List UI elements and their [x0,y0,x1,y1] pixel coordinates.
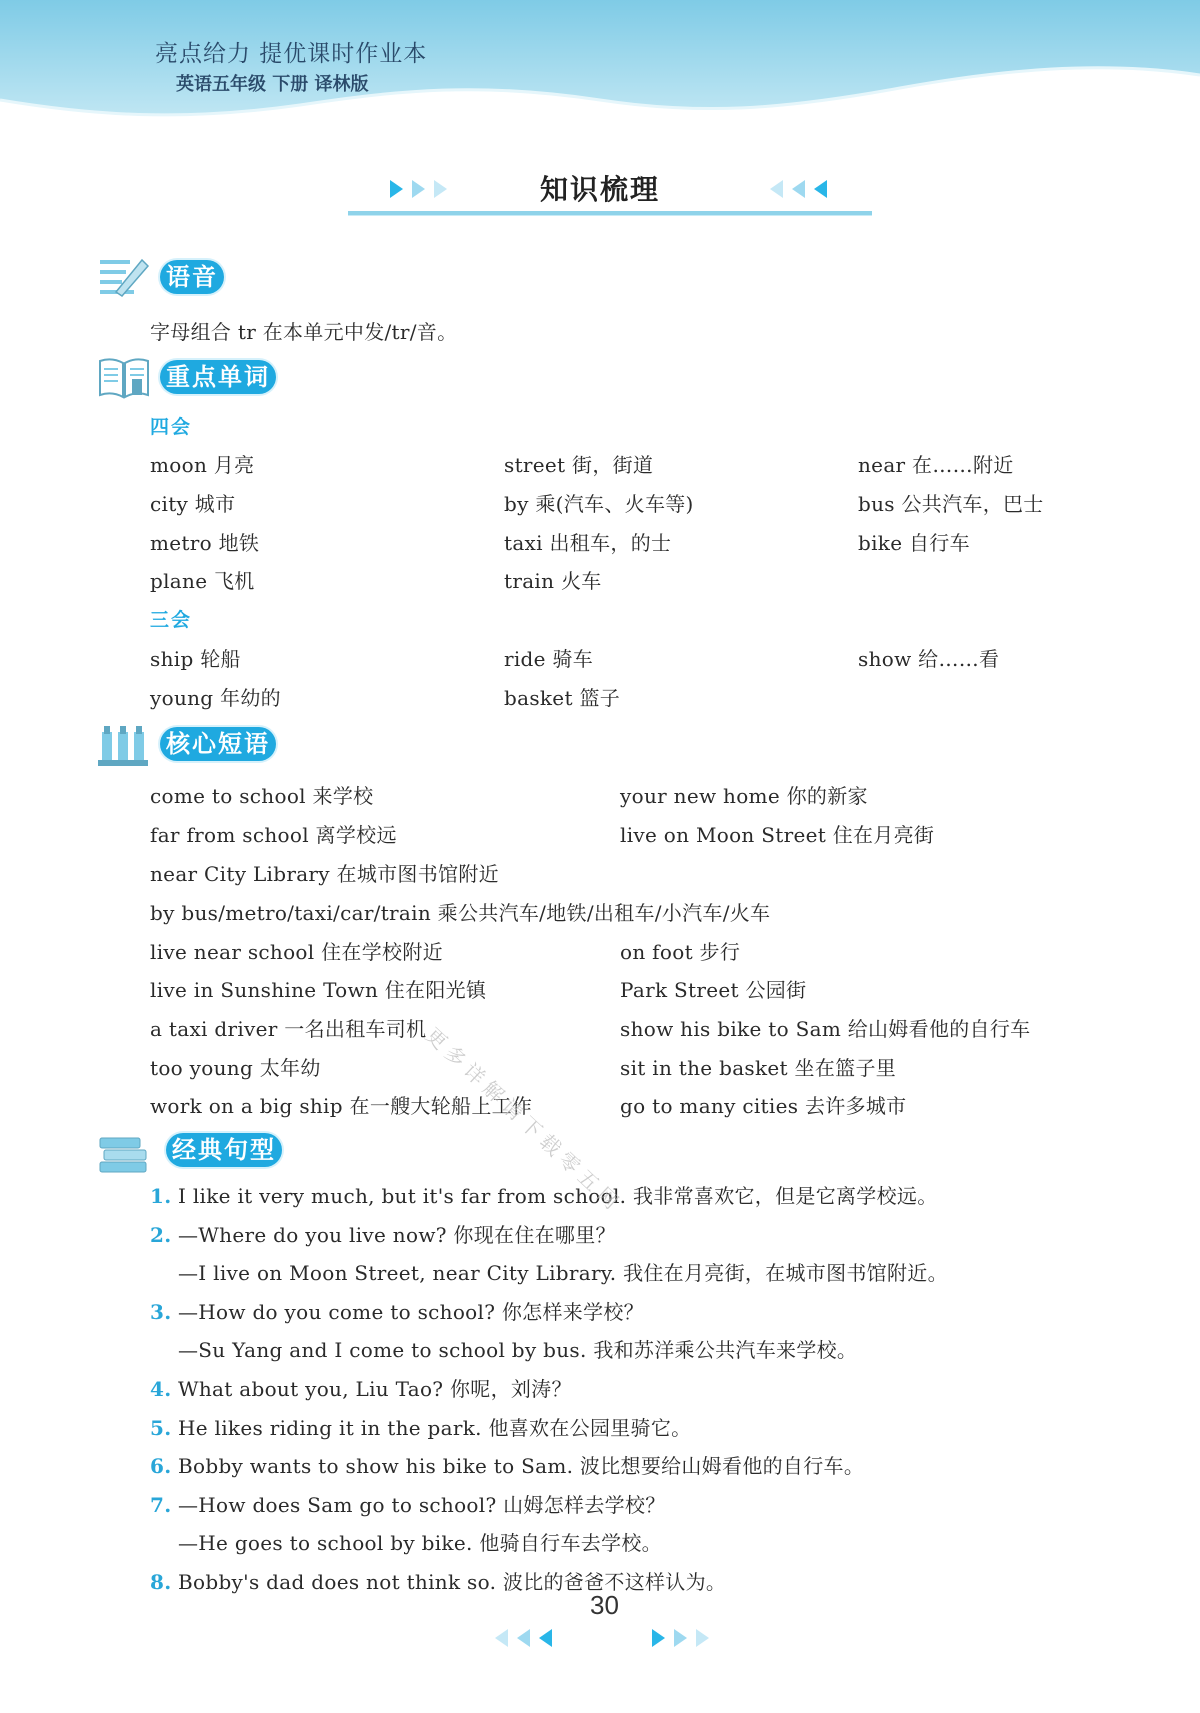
bottles-icon [98,722,150,768]
sentence-number: 5. [150,1415,172,1440]
word-item: metro 地铁 [150,531,260,555]
arrow-left-icon [517,1629,530,1647]
sentence-number: 3. [150,1299,172,1324]
arrow-right-icon [674,1629,687,1647]
sentence-line [150,1489,666,1518]
word-item: train 火车 [504,569,602,593]
word-item: near 在……附近 [858,453,1014,477]
word-item: by 乘(汽车、火车等) [504,492,694,516]
arrow-right-icon [652,1629,665,1647]
arrow-left-icon [792,180,805,198]
phrase-item: live in Sunshine Town 住在阳光镇 [150,978,487,1002]
word-item: moon 月亮 [150,453,255,477]
word-item: taxi 出租车，的士 [504,531,672,555]
word-item: street 街，街道 [504,453,654,477]
sentence-number: 1. [150,1184,172,1208]
word-item: bus 公共汽车，巴士 [858,492,1044,516]
word-item: show 给……看 [858,647,1000,671]
phrase-item: come to school 来学校 [150,784,374,808]
sentence-line [150,1527,662,1556]
sentence-line [150,1566,726,1595]
phrase-item: go to many cities 去许多城市 [620,1094,907,1118]
sentence-number: 8. [150,1570,172,1594]
phrase-item: a taxi driver 一名出租车司机 [150,1017,427,1041]
arrow-right-icon [412,180,425,198]
sentence-text: —Where do you live now? 你现在住在哪里？ [178,1222,616,1247]
sentence-text: Bobby wants to show his bike to Sam. 波比想要给山姆看他的自行车。 [178,1454,865,1479]
phrase-item: your new home 你的新家 [620,784,868,808]
sentence-text: Bobby's dad does not think so. 波比的爸爸不这样认为。 [178,1570,727,1594]
sentence-line [150,1334,857,1363]
book-stack-icon [98,1130,150,1176]
arrow-left-icon [539,1629,552,1647]
three-skill-label: 三会 [150,609,193,631]
phrase-item: by bus/metro/taxi/car/train 乘公共汽车/地铁/出租车/小汽车/火车 [150,901,771,925]
phrase-item: near City Library 在城市图书馆附近 [150,862,499,886]
phrases-heading: 核心短语 [150,725,284,763]
word-item: plane 飞机 [150,569,255,593]
phrase-item: Park Street 公园街 [620,978,807,1002]
arrow-left-icon [495,1629,508,1647]
sentence-line [150,1219,616,1248]
series-title: 亮点给力 提优课时作业本 [155,41,428,67]
phrase-item: on foot 步行 [620,940,741,964]
phrase-item: work on a big ship 在一艘大轮船上工作 [150,1094,533,1118]
phrase-item: live on Moon Street 住在月亮街 [620,823,935,847]
pencil-notes-icon [98,252,150,298]
sentence-number: 6. [150,1454,172,1479]
sentence-number: 7. [150,1492,172,1517]
phrase-item: far from school 离学校远 [150,823,397,847]
arrow-left-icon [814,180,827,198]
word-item: young 年幼的 [150,686,281,710]
sentence-text: —He goes to school by bike. 他骑自行车去学校。 [178,1531,662,1556]
sentence-number: 2. [150,1222,172,1247]
phonics-heading: 语音 [150,258,232,296]
phrase-item: too young 太年幼 [150,1056,321,1080]
sentence-number: 4. [150,1377,172,1401]
sentence-text: What about you, Liu Tao? 你呢，刘涛？ [178,1377,572,1401]
phrase-item: show his bike to Sam 给山姆看他的自行车 [620,1017,1031,1041]
sentence-line [150,1296,644,1325]
phrase-item: sit in the basket 坐在篮子里 [620,1056,897,1080]
sentence-text: He likes riding it in the park. 他喜欢在公园里骑它。 [178,1415,692,1440]
sentence-line [150,1412,691,1441]
arrow-right-icon [390,180,403,198]
word-item: ride 骑车 [504,647,594,671]
word-item: ship 轮船 [150,647,241,671]
sentence-line [150,1257,948,1286]
sentence-text: —How do you come to school? 你怎样来学校？ [178,1299,644,1324]
watermark: 更多详解请下载零五网 [420,1022,628,1218]
book-subtitle: 英语五年级 下册 译林版 [176,74,369,95]
page-number: 30 [590,1590,619,1620]
sentence-text: —I live on Moon Street, near City Library. 我住在月亮街，在城市图书馆附近。 [178,1261,948,1286]
word-item: city 城市 [150,492,236,516]
sentence-line [150,1450,864,1479]
sentence-line [150,1373,572,1402]
arrow-left-icon [770,180,783,198]
arrow-right-icon [434,180,447,198]
open-book-icon [98,355,150,401]
title-underline [348,211,872,216]
word-item: basket 篮子 [504,686,621,710]
four-skill-label: 四会 [150,416,193,438]
key-words-heading: 重点单词 [150,358,284,396]
sentence-text: —How does Sam go to school? 山姆怎样去学校？ [178,1492,666,1517]
phrase-item: live near school 住在学校附近 [150,940,443,964]
sentence-text: I like it very much, but it's far from school. 我非常喜欢它，但是它离学校远。 [178,1184,938,1208]
arrow-right-icon [696,1629,709,1647]
sentence-line [150,1180,938,1209]
sentences-heading: 经典句型 [156,1131,290,1169]
word-item: bike 自行车 [858,531,970,555]
phonics-text: 字母组合 tr 在本单元中发/tr/音。 [150,320,458,344]
sentence-text: —Su Yang and I come to school by bus. 我和苏洋乘公共汽车来学校。 [178,1338,858,1363]
section-title: 知识梳理 [540,173,661,206]
